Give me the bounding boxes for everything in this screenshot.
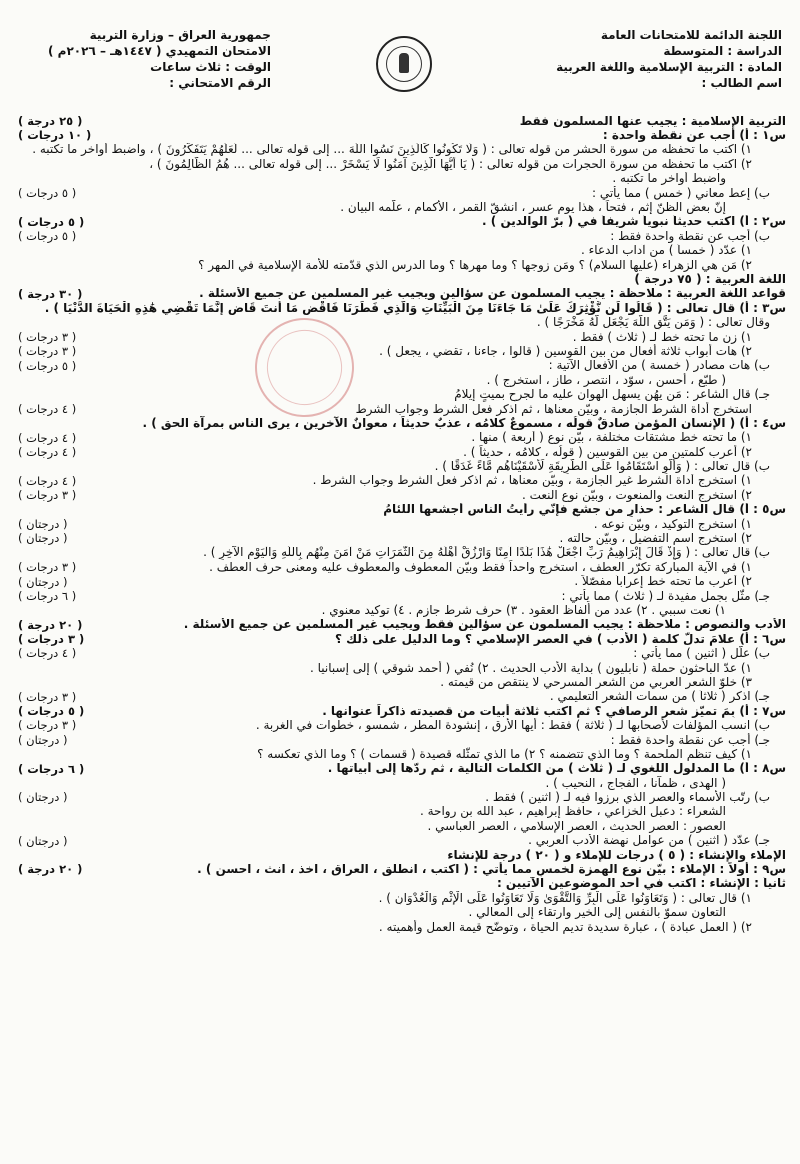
exam-line [18,762,786,776]
line-text: ب) هات مصادر ( خمسة ) من الأفعال الآتية : [548,358,770,373]
exam-line [18,891,786,905]
header-ministry-block [48,28,271,92]
line-text: ٢) أعرب ما تحته خط إعراباً مفصّلاً . [574,574,752,589]
line-text: س٧ : أ) بِمَ تميّز شعر الرصافي ؟ ثم اكتب ثلاثة أبيات من قصيدته ذاكراً عنوانها . [322,704,786,718]
exam-line [18,330,786,344]
line-text: اللغة العربية : ( ٧٥ درجة ) [634,272,786,286]
line-text: س٣ : أ) قال تعالى : ( قَالُوا لَن نُّؤْثِرَكَ عَلَىٰ مَا جَاءَنَا مِنَ الْبَيِّنَاتِ وَالَّذِي فَطَرَنَا فَاقْضِ مَا أَنتَ قَاضٍ إِنَّمَا تَقْضِي هَٰذِهِ الْحَيَاةَ الدُّنْيَا ) . [44,301,786,315]
line-text: جـ) قال الشاعر : مَن يهُن يسهل الهوان عليه ما لجرحٍ بميتٍ إيلامُ [454,387,770,402]
line-text: ( طبّع ، أحسن ، سوّد ، انتصر ، طاز ، استخرج ) . [486,373,726,387]
line-marks: ( ٣ درجات ) [18,329,77,344]
exam-line [18,646,786,660]
line-text: ب) علّل ( اثنين ) مما يأتي : [633,646,770,661]
line-text: ١) زِن ما تحته خط لـ ( ثلاث ) فقط . [572,329,752,344]
line-text: ( الهدى ، ظمآنا ، الفجاج ، النحيب ) . [545,775,726,790]
line-text: ب) رتّب الأسماء والعصر الذي برزوا فيه لـ ( اثنين ) فقط . [485,790,770,805]
student-name-label: اسم الطالب : [701,76,782,90]
line-text: التربية الإسلامية : يجيب عنها المسلمون فقط [519,114,786,128]
line-text: ب) أجب عن نقطة واحدة فقط : [610,229,770,243]
exam-line [18,445,786,459]
line-text: ثانياً : الإنشاء : اكتب في أحد الموضوعين الآتيين : [496,876,786,891]
exam-line [18,618,786,632]
exam-name: الامتحان التمهيدي ( ١٤٤٧هـ – ٢٠٢٦م ) [48,44,271,58]
exam-line [18,733,786,747]
exam-line [18,718,786,732]
line-text: ب) قال تعالى : ( وَإِذْ قَالَ إِبْرَاهِيمُ رَبِّ اجْعَلْ هَٰذَا بَلَدًا آمِنًا وَارْزُقْ أَهْلَهُ مِنَ الثَّمَرَاتِ مَنْ آمَنَ مِنْهُم بِاللَّهِ وَالْيَوْمِ الْآخِرِ ) . [203,545,770,560]
line-marks: ( ١٠ درجات ) [18,128,92,143]
exam-line [18,848,786,862]
line-text: الإملاء والإنشاء : ( ٥ ) درجات للإملاء و ( ٢٠ ) درجة للإنشاء [447,847,786,862]
exam-line [18,301,786,315]
line-text: جـ) اذكر ( ثلاثاً ) من سمات الشعر التعليمي . [549,689,770,704]
committee-name: اللجنة الدائمة للامتحانات العامة [600,28,782,42]
exam-line [18,546,786,560]
line-text: س٦ : أ) علامَ تدلّ كلمة ( الأدب ) في العصر الإسلامي ؟ وما الدليل على ذلك ؟ [335,632,786,646]
exam-line [18,344,786,358]
line-text: س٤ : أ) ( الإنسان المؤمن صادقٌ قولُه ، مسموعٌ كلامُه ، عذبٌ حديثاً ، معوانٌ الآخرين ، يرى الناس بمرآة الحق ) . [142,416,786,430]
exam-line [18,805,786,819]
line-marks: ( ٦ درجات ) [18,761,85,776]
line-text: ٢) مَن هي الزهراء (عليها السلام) ؟ ومَن زوجها ؟ وما مهرها ؟ وما الدرس الذي قدّمته للأمة الإسلامية في المهر ؟ [198,257,752,272]
line-text: ١) ما تحته خط مشتقات مختلفة ، بيّن نوع ( أربعة ) منها . [471,430,752,445]
line-text: ١) قال تعالى : ( وَتَعَاوَنُوا عَلَى الْبِرِّ وَالتَّقْوَىٰ وَلَا تَعَاوَنُوا عَلَى الْإِثْمِ وَالْعُدْوَانِ ) . [378,891,752,905]
exam-line [18,186,786,200]
exam-line [18,862,786,876]
exam-line [18,431,786,445]
exam-line [18,531,786,545]
study-level: الدراسة : المتوسطة [663,44,782,58]
line-text: ١) في الآية المباركة تكرّر العطف ، استخرج واحداً فقط وبيّن المعطوف والمعطوف عليه ومعنى حرف العطف . [209,560,752,574]
line-marks: ( ٢٠ درجة ) [18,617,83,632]
ministry-name: جمهورية العراق – وزارة التربية [89,28,271,42]
line-marks: ( درجتان ) [18,833,68,848]
line-text: ٢) هات أبواب ثلاثة أفعال من بين القوسين ( قالوا ، جاءنا ، تقضي ، يجعل ) . [379,344,752,358]
exam-number-label: الرقم الامتحاني : [169,76,271,90]
line-text: ٣) خلوّ الشعر العربي من الشعر المسرحي لا ينتقص من قيمته . [440,675,752,689]
exam-line [18,244,786,258]
line-marks: ( ٥ درجات ) [18,704,85,719]
exam-line [18,704,786,718]
line-text: جـ) مثّل بجمل مفيدة لـ ( ثلاث ) مما يأتي : [561,588,770,603]
exam-line [18,517,786,531]
exam-questions [18,114,786,934]
line-marks: ( ٤ درجات ) [18,401,77,416]
exam-line [18,747,786,761]
line-text: ١) استخرج التوكيد ، وبيّن نوعه . [593,516,752,531]
exam-page [18,28,786,1156]
line-marks: ( ٢٥ درجة ) [18,114,83,128]
ministry-emblem-icon [376,36,432,92]
subject: المادة : التربية الإسلامية واللغة العربية [556,60,782,74]
line-text: ٢) ( العمل عبادة ) ، عبارة سديدة تديم الحياة ، وتوضّح قيمة العمل وأهميته . [378,919,752,934]
exam-line [18,200,786,214]
exam-header [18,28,786,114]
line-marks: ( ٤ درجات ) [18,430,77,445]
line-text: ١) نعت سببي . ٢) عدد من ألفاظ العقود . ٣) حرف شرط جازم . ٤) توكيد معنوي . [321,603,726,617]
line-marks: ( ٣٠ درجة ) [18,286,83,301]
exam-line [18,690,786,704]
line-text: ب) قال تعالى : ( وَأَلَّوِ اسْتَقَامُوا عَلَى الطَّرِيقَةِ لَأَسْقَيْنَاهُم مَّاءً غَدَقًا ) . [434,459,770,474]
line-text: استخرج أداة الشرط الجازمة ، وبيّن معناها ، ثم اذكر فعل الشرط وجواب الشرط [355,401,752,416]
line-marks: ( درجتان ) [18,732,68,747]
line-marks: ( ٣ درجات ) [18,560,77,575]
line-marks: ( ٣ درجات ) [18,344,77,359]
exam-line [18,560,786,574]
line-text: ١) عدّد ( خمساً ) من آداب الدعاء . [581,243,752,258]
exam-line [18,416,786,430]
exam-time: الوقت : ثلاث ساعات [150,60,271,74]
exam-line [18,488,786,502]
exam-line [18,258,786,272]
line-marks: ( ٥ درجات ) [18,214,85,229]
line-marks: ( ٣ درجات ) [18,632,85,647]
exam-line [18,834,786,848]
exam-line [18,632,786,646]
line-marks: ( ٤ درجات ) [18,473,77,488]
exam-line [18,675,786,689]
line-text: إنّ بعض الظنّ إثم ، فتحاً ، هذا يوم عسر ، انشقّ القمر ، الأكمام ، علّمه البيان . [340,200,726,215]
line-marks: ( ٦ درجات ) [18,588,77,603]
line-marks: ( ٤ درجات ) [18,444,77,459]
line-text: وقال تعالى : ( وَمَن يَتَّقِ اللَّهَ يَجْعَل لَّهُ مَخْرَجًا ) . [536,315,770,330]
line-marks: ( ٥ درجات ) [18,358,77,373]
line-marks: ( درجتان ) [18,531,68,546]
line-text: ٢) أعرب كلمتين من بين القوسين ( قولُه ، كلامُه ، حديثاً ) . [463,444,752,459]
exam-line [18,143,786,157]
exam-line [18,287,786,301]
line-marks: ( درجتان ) [18,790,68,805]
exam-line [18,603,786,617]
line-marks: ( درجتان ) [18,574,68,589]
line-text: س١ : أ) أجب عن نقطة واحدة : [602,128,786,143]
exam-line [18,128,786,142]
line-text: الشعراء : دعبل الخزاعي ، حافظ إبراهيم ، عبد الله بن رواحة . [419,804,726,819]
line-text: قواعد اللغة العربية : ملاحظة : يجيب المسلمون عن سؤالين ويجيب غير المسلمين عن جميع الأسئلة . [199,286,786,301]
line-text: ٢) استخرج اسم التفضيل ، وبيّن حالته . [559,531,752,546]
exam-line [18,387,786,401]
exam-line [18,575,786,589]
line-text: ١) عدّ الباحثون حملة ( نابليون ) بداية الأدب الحديث . ٢) نُفي ( أحمد شوقي ) إلى إسبانيا . [310,660,752,675]
line-text: العصور : العصر الحديث ، العصر الإسلامي ، العصر العباسي . [427,819,726,833]
exam-line [18,114,786,128]
line-marks: ( ٣ درجات ) [18,718,77,733]
line-text: س٥ : أ) قال الشاعر : حذارِ من جشعٍ فإنّي رأيتُ الناس أجشعها اللئامُ [383,502,786,517]
exam-line [18,315,786,329]
line-text: ٢) اكتب ما تحفظه من سورة الحجرات من قوله تعالى : ( يَا أَيُّهَا الَّذِينَ آمَنُوا لَا يَسْخَرْ ... إلى قوله تعالى ... هُمُ الظَّالِمُونَ ) ، [149,157,752,171]
exam-line [18,905,786,919]
exam-line [18,459,786,473]
line-text: ٢) استخرج النعت والمنعوت ، وبيّن نوع النعت . [521,488,752,502]
exam-line [18,474,786,488]
line-text: ب) انسب المؤلفات لأصحابها لـ ( ثلاثة ) فقط : أيها الأرق ، إنشودة المطر ، شمسو ، خطوات في الغربة . [255,718,770,733]
line-marks: ( ٣ درجات ) [18,488,77,503]
exam-line [18,819,786,833]
line-text: س٩ : أولاً : الإملاء : بيّن نوع الهمزة لخمسٍ مما يأتي : ( اكتب ، انطلق ، العراق ، اخذ ، انث ، احسن ) . [197,862,786,877]
line-marks: ( ٤ درجات ) [18,646,77,661]
exam-line [18,877,786,891]
line-marks: ( ٢٠ درجة ) [18,862,83,877]
line-marks: ( ٣ درجات ) [18,689,77,704]
exam-line [18,229,786,243]
exam-line [18,373,786,387]
exam-line [18,157,786,171]
exam-line [18,215,786,229]
exam-line [18,503,786,517]
exam-line [18,272,786,286]
header-committee-block [556,28,782,92]
exam-line [18,920,786,934]
line-text: الأدب والنصوص : ملاحظة : يجيب المسلمون عن سؤالين فقط ويجيب غير المسلمين عن جميع الأسئلة . [183,617,786,632]
line-text: جـ) أجب عن نقطة واحدة فقط : [610,732,770,747]
exam-line [18,661,786,675]
line-marks: ( ٥ درجات ) [18,229,77,244]
exam-line [18,359,786,373]
exam-line [18,172,786,186]
line-text: ١) اكتب ما تحفظه من سورة الحشر من قوله تعالى : ( وَلَا تَكُونُوا كَالَّذِينَ نَسُوا اللَّهَ ... إلى قوله تعالى ... لَعَلَّهُمْ يَتَفَكَّرُونَ ) ، واضبط أواخر ما تكتبه . [32,142,752,157]
line-text: س٢ : أ) اكتب حديثاً نبوياً شريفاً في ( برّ الوالدين ) . [482,214,786,229]
exam-line [18,776,786,790]
line-text: ب) إعط معاني ( خمس ) مما يأتي : [591,185,770,200]
line-text: جـ) عدّد ( اثنين ) من عوامل نهضة الأدب العربي . [528,833,770,848]
exam-line [18,589,786,603]
line-text: واضبط أواخر ما تكتبه . [612,171,726,186]
line-text: ١) كيف تنظم الملحمة ؟ وما الذي تتضمنه ؟ ٢) ما الذي تمثّله قصيدة ( قسمات ) ؟ وما الذي تعكسه ؟ [257,747,752,761]
line-text: التعاون سموّ بالنفس إلى الخير وارتقاء إلى المعالي . [468,905,726,920]
line-text: ١) استخرج أداة الشرط غير الجازمة ، وبيّن معناها ، ثم اذكر فعل الشرط وجواب الشرط . [312,473,752,488]
exam-line [18,402,786,416]
line-marks: ( درجتان ) [18,516,68,531]
line-marks: ( ٥ درجات ) [18,185,77,200]
line-text: س٨ : أ) ما المدلول اللغوي لـ ( ثلاث ) من الكلمات التالية ، ثم ردّها إلى أبياتها . [327,761,786,776]
exam-line [18,790,786,804]
